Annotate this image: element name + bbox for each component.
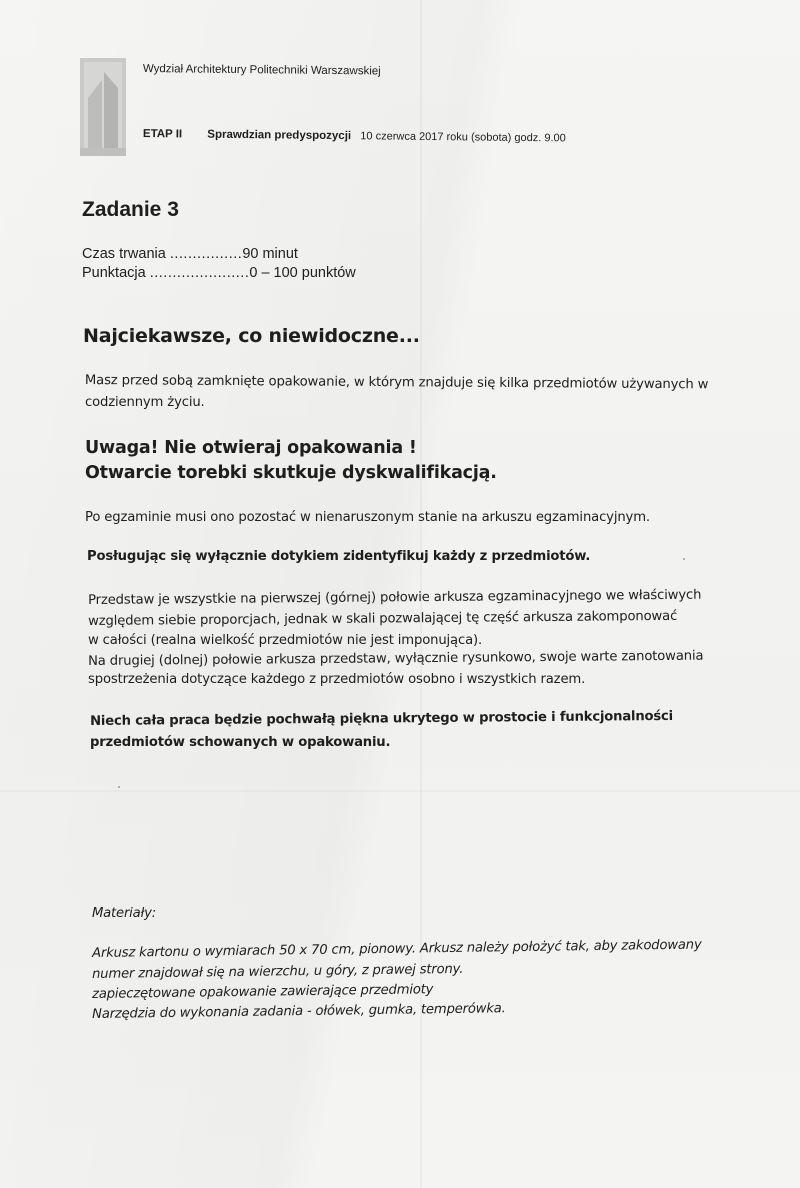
duration-dots: ................ — [169, 246, 243, 262]
duration-label: Czas trwania — [82, 246, 166, 262]
duration-value: 90 minut — [242, 246, 298, 262]
task-title: Zadanie 3 — [82, 198, 179, 221]
paper-speck — [118, 786, 120, 788]
score-row — [82, 265, 356, 281]
materials-line-4: Narzędzia do wykonania zadania - ołówek, gumka, temperówka. — [92, 1001, 506, 1022]
identify-instruction: Posługując się wyłącznie dotykiem zidentyfikuj każdy z przedmiotów. — [87, 549, 591, 564]
intro-line-1: Masz przed sobą zamknięte opakowanie, w którym znajduje się kilka przedmiotów używanych w — [84, 373, 709, 393]
faculty-logo-icon — [80, 58, 126, 156]
closing-line-2: przedmiotów schowanych w opakowaniu. — [90, 735, 391, 750]
materials-line-1: Arkusz kartonu o wymiarach 50 x 70 cm, pionowy. Arkusz należy położyć tak, aby zakodowany — [92, 937, 702, 961]
paper-fold-horizontal — [0, 790, 800, 792]
materials-line-2: numer znajdował się na wierzchu, u góry, z prawej strony. — [92, 961, 464, 982]
materials-label: Materiały: — [92, 906, 156, 921]
score-label: Punktacja — [82, 265, 146, 281]
duration-row — [82, 246, 298, 262]
institution-name: Wydział Architektury Politechniki Warszawskiej — [142, 63, 381, 78]
instruction-line-2: względem siebie proporcjach, jednak w skali pozwalającej tę część arkusza zakomponować — [88, 608, 678, 629]
stage-label: ETAP II — [142, 128, 183, 141]
warning-line-1: Uwaga! Nie otwieraj opakowania ! — [85, 438, 417, 458]
materials-line-3: zapieczętowane opakowanie zawierające przedmioty — [92, 982, 434, 1002]
warning-line-2: Otwarcie torebki skutkuje dyskwalifikacją. — [85, 463, 497, 483]
score-dots: ...................... — [149, 265, 250, 281]
intro-line-2: codziennym życiu. — [85, 395, 205, 410]
exam-date: 10 czerwca 2017 roku (sobota) godz. 9.00 — [360, 130, 566, 145]
score-value: 0 – 100 punktów — [249, 265, 356, 281]
task-heading: Najciekawsze, co niewidoczne... — [83, 325, 420, 347]
instruction-line-4: Na drugiej (dolnej) połowie arkusza przedstaw, wyłącznie rysunkowo, swoje warte zanotowania — [88, 648, 704, 669]
instruction-line-1: Przedstaw je wszystkie na pierwszej (górnej) połowie arkusza egzaminacyjnego we właściwych — [88, 587, 702, 608]
exam-header — [143, 128, 566, 144]
instruction-line-5: spostrzeżenia dotyczące każdego z przedmiotów osobno i wszystkich razem. — [88, 672, 586, 687]
exam-label: Sprawdzian predyspozycji — [207, 128, 352, 143]
closing-line-1: Niech cała praca będzie pochwałą piękna ukrytego w prostocie i funkcjonalności — [90, 708, 674, 729]
paper-speck — [683, 558, 685, 560]
instruction-line-3: w całości (realna wielkość przedmiotów nie jest imponująca). — [88, 633, 483, 648]
after-exam-text: Po egzaminie musi ono pozostać w nienaruszonym stanie na arkuszu egzaminacyjnym. — [85, 510, 650, 525]
